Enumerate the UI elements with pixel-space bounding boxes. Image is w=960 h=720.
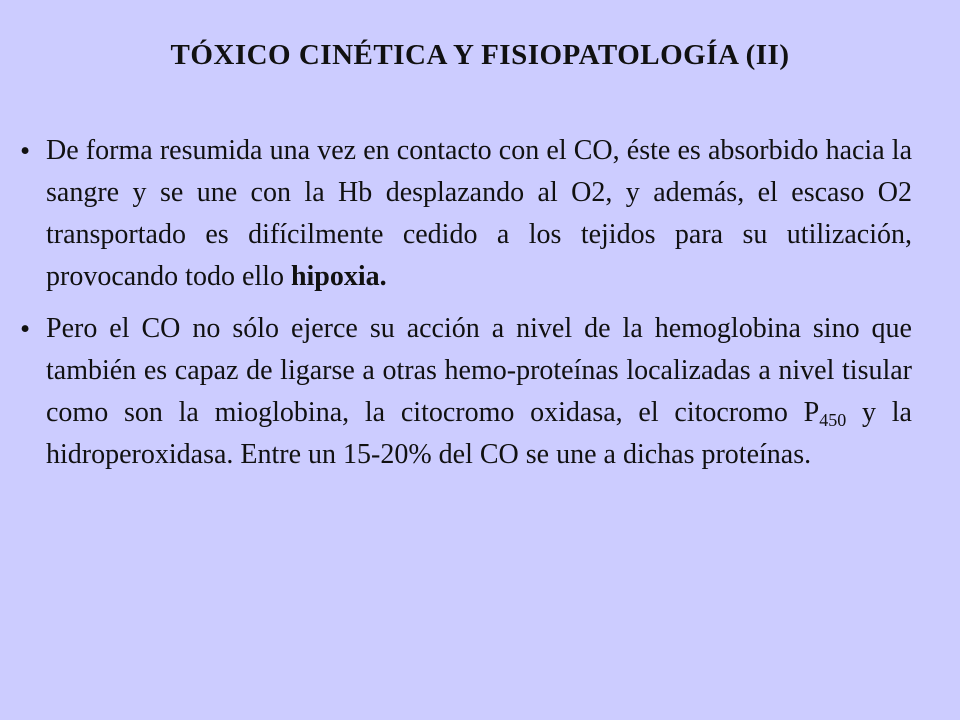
list-item (0, 130, 960, 298)
bullet-list (0, 130, 960, 486)
bullet-text-main: De forma resumida una vez en contacto con el CO, éste es absorbido hacia la sangre y se une con la Hb desplazando al O2, y además, el escaso O2 transportado es difícilmente cedido a los tejidos para su utilización, provocando todo ello (46, 135, 912, 292)
bullet-text (46, 130, 912, 298)
bullet-icon: • (20, 135, 31, 167)
slide-title: TÓXICO CINÉTICA Y FISIOPATOLOGÍA (II) (170, 39, 790, 71)
bullet-text-tail: y la hidroperoxidasa. Entre un 15-20% del CO se une a dichas proteínas. (46, 397, 912, 470)
subscript-text: 450 (819, 410, 847, 430)
bullet-text-bold: hipoxia. (290, 261, 387, 292)
bullet-icon: • (20, 313, 31, 345)
bullet-text-main: Pero el CO no sólo ejerce su acción a nivel de la hemoglobina sino que también es capaz de ligarse a otras hemo-proteínas localizadas a nivel tisular como son la mioglobina, la citocromo oxidasa, el citocromo P (46, 313, 912, 428)
list-item (0, 308, 960, 476)
bullet-text (46, 308, 912, 476)
